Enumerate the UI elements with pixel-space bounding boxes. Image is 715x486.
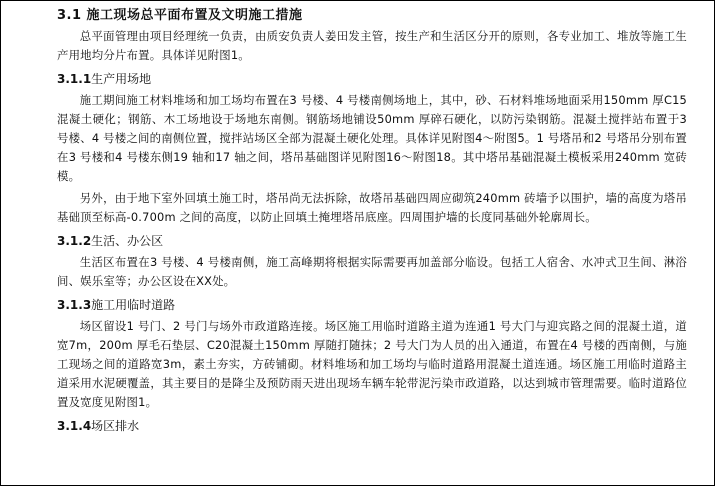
subsection-heading-production — [57, 69, 687, 89]
subsection-heading-drainage — [57, 416, 687, 436]
subsection-title: 场区排水 — [91, 419, 140, 433]
subsection-number: 3.1.3 — [57, 298, 92, 312]
paragraph: 施工期间施工材料堆场和加工场均布置在3 号楼、4 号楼南侧场地上，其中，砂、石材料堆场地面采用150mm 厚C15 混凝土硬化；钢筋、木工场地设于场地东南侧。钢筋场地铺设50mm 厚碎石硬化，以防污染钢筋。混凝土搅拌站布置于3 号楼、4 号楼之间的南侧位置，搅拌站场区全部为混凝土硬化处理。具体详见附图4～附图5。1 号塔吊和2 号塔吊分别布置在3 号楼和4 号楼东侧19 轴和17 轴之间，塔吊基础图详见附图16～附图18。其中塔吊基础混凝土模板采用240mm 宽砖模。 — [57, 93, 687, 183]
paragraph: 另外，由于地下室外回填土施工时，塔吊尚无法拆除，故塔吊基础四周应砌筑240mm 砖墙予以围护，墙的高度为塔吊基础顶至标高-0.700m 之间的高度，以防止回填土掩埋塔吊底座。四周围护墙的长度同基础外轮廓周长。 — [57, 191, 687, 224]
subsection-heading-living-office — [57, 231, 687, 251]
subsection-heading-temporary-roads — [57, 295, 687, 315]
subsection-number: 3.1.4 — [57, 419, 92, 433]
subsection-title: 生产用场地 — [91, 72, 152, 86]
subsection-title: 生活、办公区 — [91, 234, 164, 248]
section-intro: 总平面管理由项目经理统一负责，由质安负责人姜田发主管，按生产和生活区分开的原则，各专业加工、堆放等施工生产用地均分片布置。具体详见附图1。 — [57, 29, 687, 62]
paragraph: 生活区布置在3 号楼、4 号楼南侧，施工高峰期将根据实际需要再加盖部分临设。包括工人宿舍、水冲式卫生间、淋浴间、娱乐室等；办公区设在XX处。 — [57, 255, 687, 288]
paragraph: 场区留设1 号门、2 号门与场外市政道路连接。场区施工用临时道路主道为连通1 号大门与迎宾路之间的混凝土道，道宽7m，200m 厚毛石垫层、C20混凝土150mm 厚随打随抹；2 号大门为人员的出入通道，布置在4 号楼的西南侧，与施工现场之间的道路宽3m，素土夯实，方砖铺砌。材料堆场和加工场均与临时道路用混凝土道连通。场区施工用临时道路主道采用水泥硬覆盖，其主要目的是降尘及预防雨天进出现场车辆车轮带泥污染市政道路，以达到城市管理需要。临时道路位置及宽度见附图1。 — [57, 319, 687, 409]
subsection-number: 3.1.1 — [57, 72, 92, 86]
document-body — [57, 5, 687, 438]
section-title: 3.1 施工现场总平面布置及文明施工措施 — [57, 8, 303, 23]
subsection-title: 施工用临时道路 — [91, 298, 176, 312]
subsection-number: 3.1.2 — [57, 234, 92, 248]
